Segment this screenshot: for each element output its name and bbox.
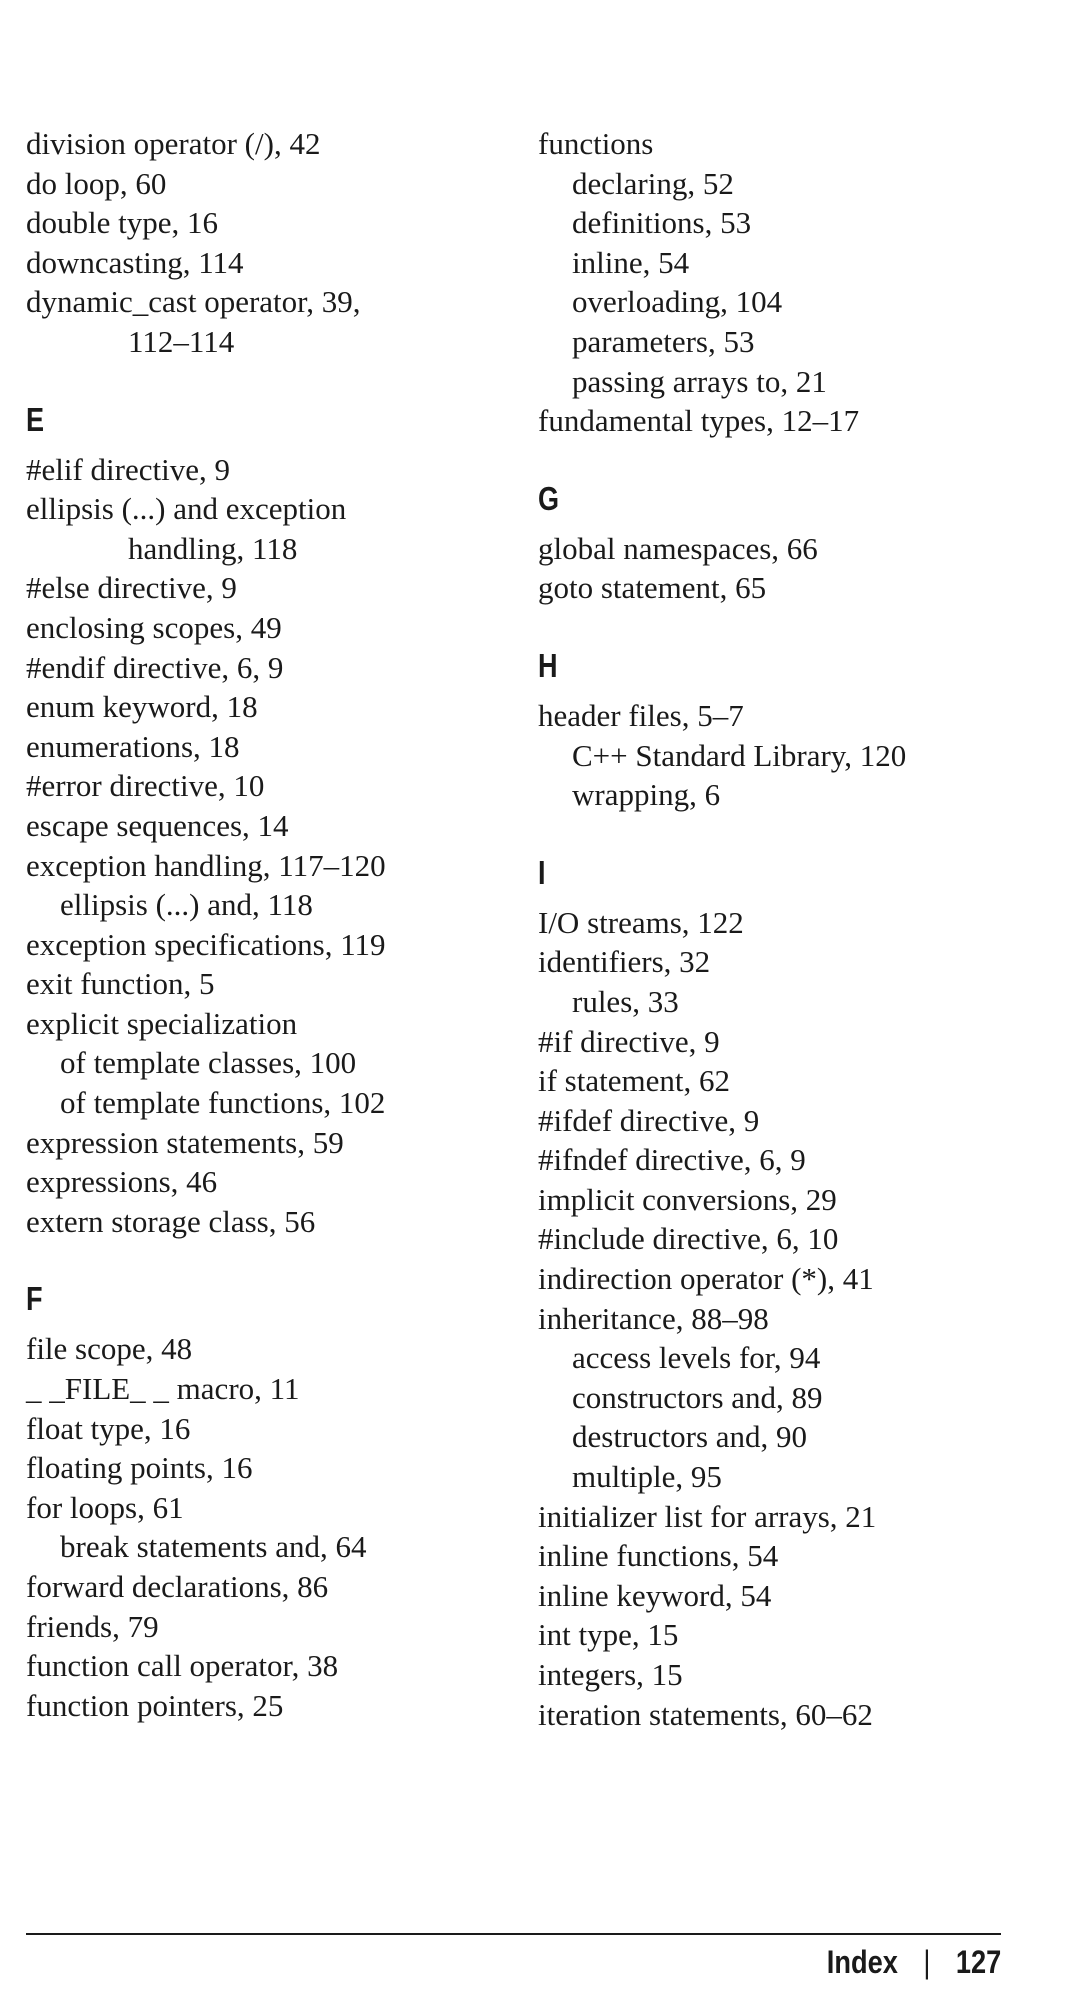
index-entry: initializer list for arrays, 21 — [538, 1498, 877, 1534]
index-entry: #else directive, 9 — [26, 570, 237, 606]
index-entry: inheritance, 88–98 — [538, 1300, 769, 1336]
index-entry: double type, 16 — [26, 205, 218, 241]
index-column-left — [26, 124, 506, 1725]
index-subentry: destructors and, 90 — [572, 1419, 808, 1455]
index-entry: division operator (/), 42 — [26, 126, 321, 161]
index-entry: friends, 79 — [26, 1608, 159, 1644]
index-entry: enum keyword, 18 — [26, 689, 258, 725]
index-entry: #if directive, 9 — [538, 1023, 720, 1059]
index-subentry: inline, 54 — [572, 244, 690, 280]
index-entry: downcasting, 114 — [26, 244, 244, 280]
index-entry: if statement, 62 — [538, 1063, 730, 1099]
index-entry: global namespaces, 66 — [538, 530, 818, 566]
index-entry: expression statements, 59 — [26, 1124, 344, 1160]
index-entry: #ifndef directive, 6, 9 — [538, 1142, 806, 1178]
index-entry: fundamental types, 12–17 — [538, 403, 860, 439]
index-entry: inline keyword, 54 — [538, 1577, 772, 1613]
index-subentry: passing arrays to, 21 — [572, 363, 827, 399]
index-subentry: break statements and, 64 — [60, 1529, 367, 1565]
index-entry: ellipsis (...) and exception — [26, 491, 347, 527]
footer-section-title: Index — [826, 1944, 898, 1980]
index-entry: do loop, 60 — [26, 165, 167, 201]
index-entry: forward declarations, 86 — [26, 1569, 329, 1604]
index-entry: #include directive, 6, 10 — [538, 1221, 839, 1257]
index-entry: int type, 15 — [538, 1617, 679, 1653]
index-entry: escape sequences, 14 — [26, 807, 289, 843]
page-number: 127 — [955, 1944, 1001, 1980]
section-letter-heading: E — [26, 400, 45, 438]
section-letter-heading: F — [26, 1280, 43, 1318]
section-letter-heading: H — [538, 646, 558, 684]
index-subentry: constructors and, 89 — [572, 1379, 823, 1415]
index-subentry: of template classes, 100 — [60, 1045, 357, 1081]
index-entry: #elif directive, 9 — [26, 451, 230, 487]
index-entry: header files, 5–7 — [538, 697, 744, 733]
index-entry: goto statement, 65 — [538, 570, 767, 606]
index-entry: float type, 16 — [26, 1410, 191, 1446]
index-entry: #error directive, 10 — [26, 768, 265, 804]
index-entry: integers, 15 — [538, 1657, 683, 1692]
index-subentry: overloading, 104 — [572, 284, 783, 320]
index-entry: floating points, 16 — [26, 1450, 253, 1486]
index-entry: function call operator, 38 — [26, 1648, 339, 1684]
index-entry: enumerations, 18 — [26, 728, 240, 764]
index-entry: iteration statements, 60–62 — [538, 1696, 873, 1732]
index-subentry: parameters, 53 — [572, 323, 755, 359]
index-entry: dynamic_cast operator, 39, — [26, 284, 361, 320]
index-entry: _ _FILE_ _ macro, 11 — [26, 1371, 300, 1407]
footer-separator: | — [923, 1944, 931, 1980]
index-subentry: ellipsis (...) and, 118 — [60, 887, 313, 923]
index-entry-continuation: handling, 118 — [128, 530, 298, 566]
index-subentry: rules, 33 — [572, 983, 679, 1019]
page-footer — [827, 1940, 1001, 1984]
index-entry: functions — [538, 126, 654, 161]
index-entry-continuation: 112–114 — [128, 323, 235, 359]
footer-rule — [26, 1933, 1001, 1935]
index-entry: enclosing scopes, 49 — [26, 609, 282, 645]
index-entry: extern storage class, 56 — [26, 1203, 316, 1239]
index-entry: #endif directive, 6, 9 — [26, 649, 284, 685]
index-entry: expressions, 46 — [26, 1164, 218, 1200]
index-entry: exit function, 5 — [26, 966, 215, 1002]
index-entry: exception specifications, 119 — [26, 926, 386, 962]
section-letter-heading: G — [538, 479, 560, 517]
index-entry: inline functions, 54 — [538, 1538, 779, 1574]
index-entry: exception handling, 117–120 — [26, 847, 386, 883]
index-subentry: C++ Standard Library, 120 — [572, 737, 907, 773]
index-subentry: definitions, 53 — [572, 205, 752, 241]
index-entry: identifiers, 32 — [538, 944, 711, 980]
index-subentry: wrapping, 6 — [572, 777, 721, 813]
index-entry: function pointers, 25 — [26, 1687, 284, 1723]
index-subentry: access levels for, 94 — [572, 1340, 821, 1376]
index-entry: explicit specialization — [26, 1005, 298, 1041]
index-column-right — [538, 124, 1058, 1734]
index-subentry: of template functions, 102 — [60, 1085, 386, 1121]
index-entry: implicit conversions, 29 — [538, 1181, 837, 1217]
index-subentry: declaring, 52 — [572, 165, 734, 201]
index-subentry: multiple, 95 — [572, 1459, 722, 1495]
index-entry: for loops, 61 — [26, 1489, 184, 1525]
index-entry: I/O streams, 122 — [538, 904, 744, 940]
section-letter-heading: I — [538, 853, 546, 891]
index-entry: #ifdef directive, 9 — [538, 1102, 760, 1138]
index-entry: indirection operator (*), 41 — [538, 1261, 874, 1297]
index-entry: file scope, 48 — [26, 1331, 193, 1367]
